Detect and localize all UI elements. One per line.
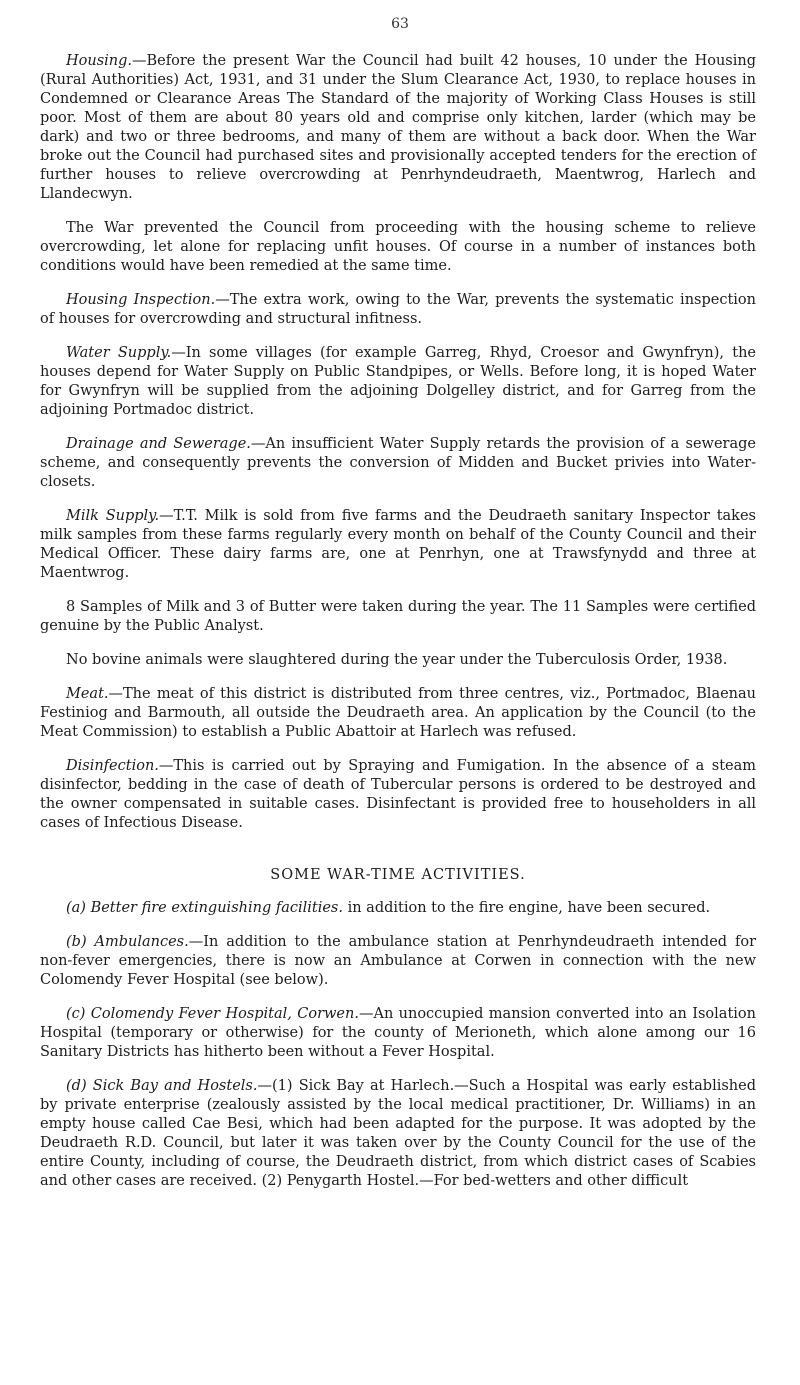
paragraph-label: Water Supply.	[66, 345, 172, 361]
activity-label: (c) Colomendy Fever Hospital, Corwen.	[66, 1006, 359, 1022]
paragraph-bovine	[40, 651, 756, 670]
paragraph-disinfection	[40, 757, 756, 833]
paragraph-meat	[40, 685, 756, 742]
paragraph-label: Meat.	[66, 686, 109, 702]
paragraph-text: No bovine animals were slaughtered during the year under the Tuberculosis Order, 1938.	[66, 652, 728, 668]
page-number: 63	[391, 16, 409, 32]
paragraph-housing	[40, 52, 756, 204]
section-heading: SOME WAR-TIME ACTIVITIES.	[270, 867, 526, 883]
paragraph-label: Drainage and Sewerage.	[66, 436, 251, 452]
activity-sick-bay	[40, 1077, 756, 1191]
paragraph-label: Milk Supply.	[66, 508, 160, 524]
activity-text: —An unoccupied mansion converted into an Isolation Hospital (temporary or otherwise) for the county of Merioneth, which alone among our 16 Sanitary Districts has hitherto been without a Fever Hospital.	[40, 1006, 756, 1060]
paragraph-label: Housing.	[66, 53, 133, 69]
paragraph-milk-samples	[40, 598, 756, 636]
paragraph-text: —An insufficient Water Supply retards the provision of a sewerage scheme, and consequently prevents the conversion of Midden and Bucket privies into Water-closets.	[40, 436, 756, 490]
paragraph-housing-inspection	[40, 291, 756, 329]
paragraph-water-supply	[40, 344, 756, 420]
activity-label: (b) Ambulances.	[66, 934, 189, 950]
activity-ambulances	[40, 933, 756, 990]
activity-label: (d) Sick Bay and Hostels.	[66, 1078, 258, 1094]
paragraph-text: —Before the present War the Council had built 42 houses, 10 under the Housing (Rural Authorities) Act, 1931, and 31 under the Slum Clearance Act, 1930, to replace houses in Condemned or Clearance Areas The Standard of the majority of Working Class Houses is still poor. Most of them are about 80 years old and comprise only kitchen, larder (which may be dark) and two or three bedrooms, and many of them are without a back door. When the War broke out the Council had purchased sites and provisionally accepted tenders for the erection of further houses to relieve overcrowding at Penrhyndeudraeth, Maentwrog, Harlech and Llandecwyn.	[40, 53, 756, 202]
paragraph-text: —This is carried out by Spraying and Fumigation. In the absence of a steam disinfector, bedding in the case of death of Tubercular persons is ordered to be destroyed and the owner compensated in suitable cases. Disinfectant is provided free to householders in all cases of Infectious Disease.	[40, 758, 756, 831]
paragraph-text: 8 Samples of Milk and 3 of Butter were taken during the year. The 11 Samples were certified genuine by the Public Analyst.	[40, 599, 756, 634]
paragraph-war-housing	[40, 219, 756, 276]
activity-fever-hospital	[40, 1005, 756, 1062]
activity-label: (a) Better fire extinguishing facilities.	[66, 900, 343, 916]
activity-fire-facilities	[40, 899, 756, 918]
report-body	[40, 52, 756, 1191]
activity-text: —(1) Sick Bay at Harlech.—Such a Hospital was early established by private enterprise (zealously assisted by the local medical practitioner, Dr. Williams) in an empty house called Cae Besi, which had been adapted for the purpose. It was adopted by the Deudraeth R.D. Council, but later it was taken over by the County Council for the use of the entire County, including of course, the Deudraeth district, from which district cases of Scabies and other cases are received. (2) Penygarth Hostel.—For bed-wetters and other difficult	[40, 1078, 756, 1189]
paragraph-text: —T.T. Milk is sold from five farms and the Deudraeth sanitary Inspector takes milk samples from these farms regularly every month on behalf of the County Council and their Medical Officer. These dairy farms are, one at Penrhyn, one at Trawsfynydd and three at Maentwrog.	[40, 508, 756, 581]
paragraph-text: The War prevented the Council from proceeding with the housing scheme to relieve overcrowding, let alone for replacing unfit houses. Of course in a number of instances both conditions would have been remedied at the same time.	[40, 220, 756, 274]
paragraph-text: —In some villages (for example Garreg, Rhyd, Croesor and Gwynfryn), the houses depend for Water Supply on Public Standpipes, or Wells. Before long, it is hoped Water for Gwynfryn will be supplied from the adjoining Dolgelley district, and for Garreg from the adjoining Portmadoc district.	[40, 345, 756, 418]
paragraph-label: Disinfection.	[66, 758, 159, 774]
paragraph-text: —The meat of this district is distributed from three centres, viz., Portmadoc, Blaenau Festiniog and Barmouth, all outside the Deudraeth area. An application by the Council (to the Meat Commission) to establish a Public Abattoir at Harlech was refused.	[40, 686, 756, 740]
paragraph-drainage	[40, 435, 756, 492]
paragraph-milk-supply	[40, 507, 756, 583]
activity-text: in addition to the fire engine, have been secured.	[342, 900, 711, 916]
paragraph-text: —The extra work, owing to the War, prevents the systematic inspection of houses for overcrowding and structural infitness.	[40, 292, 756, 327]
activity-text: —In addition to the ambulance station at Penrhyndeudraeth intended for non-fever emergencies, there is now an Ambulance at Corwen in connection with the new Colomendy Fever Hospital (see below).	[40, 934, 757, 988]
paragraph-label: Housing Inspection.	[66, 292, 216, 308]
